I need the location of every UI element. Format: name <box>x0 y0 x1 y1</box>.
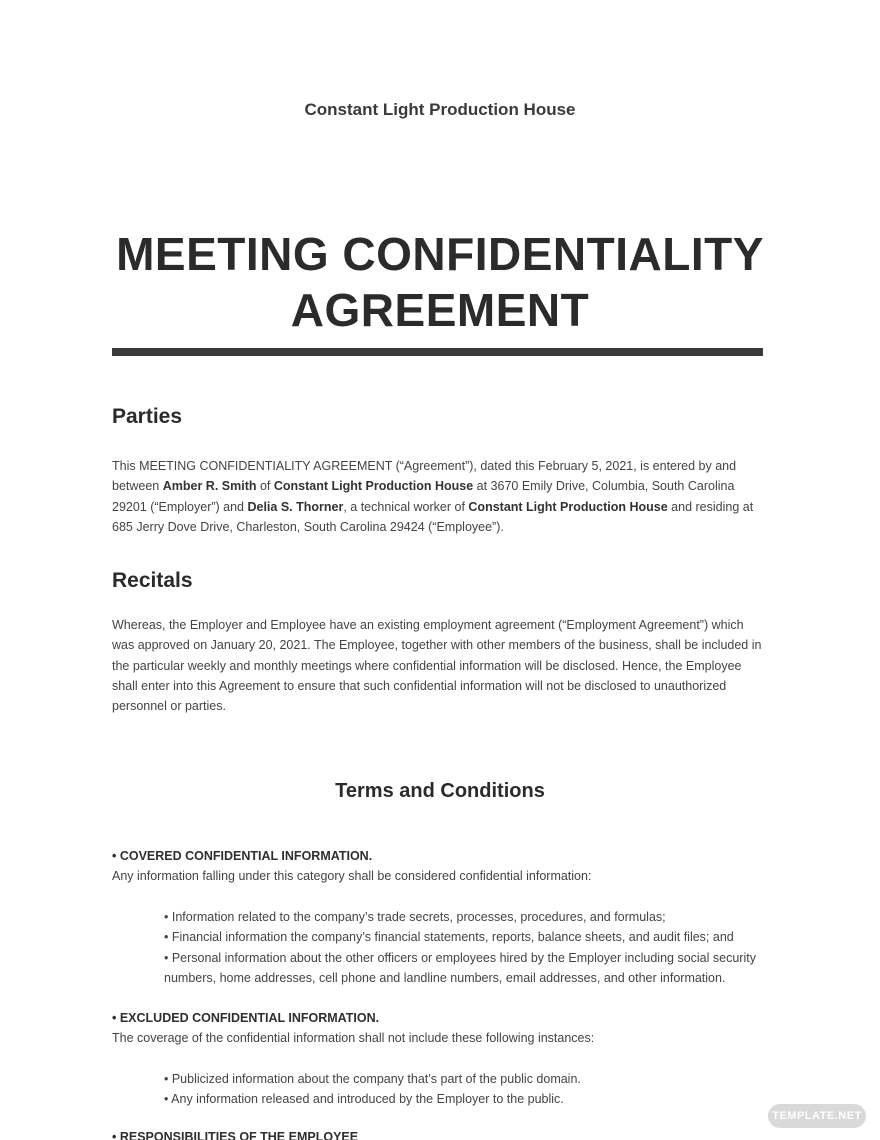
list-item: • Personal information about the other officers or employees hired by the Employer including social security numbers, home addresses, cell phone and landline numbers, email addresses, and other information. <box>164 950 756 985</box>
covered-section-heading: • COVERED CONFIDENTIAL INFORMATION. <box>112 849 373 863</box>
company-name-inline: Constant Light Production House <box>273 479 474 494</box>
excluded-section-heading: • EXCLUDED CONFIDENTIAL INFORMATION. <box>112 1011 380 1025</box>
excluded-section-intro: The coverage of the confidential information shall not include these following instances: <box>112 1031 595 1045</box>
parties-heading: Parties <box>112 405 183 428</box>
title-line-1: MEETING CONFIDENTIALITY <box>116 228 764 280</box>
employee-name: Delia S. Thorner <box>247 499 344 514</box>
employer-name: Amber R. Smith <box>162 479 257 494</box>
covered-section-intro: Any information falling under this category shall be considered confidential information: <box>112 869 592 883</box>
responsibilities-section-heading: • RESPONSIBILITIES OF THE EMPLOYEE <box>112 1130 359 1140</box>
list-item: • Information related to the company’s trade secrets, processes, procedures, and formulas; <box>164 910 666 924</box>
parties-paragraph: This MEETING CONFIDENTIALITY AGREEMENT (“Agreement”), dated this February 5, 2021, is entered by and between Amber R. Smith of Constant Light Production House at 3670 Emily Drive, Columbia, South Carolina 29201 (“Employer”) and Delia S. Thorner, a technical worker of Constant Light Production House and residing at 685 Jerry Dove Drive, Charleston, South Carolina 29424 (“Employee”). <box>112 459 754 534</box>
covered-list <box>164 907 794 988</box>
list-item: • Any information released and introduced by the Employer to the public. <box>164 1092 564 1107</box>
title-line-2: AGREEMENT <box>290 284 590 336</box>
company-name-inline-2: Constant Light Production House <box>468 499 668 514</box>
terms-heading: Terms and Conditions <box>335 780 545 802</box>
list-item: • Publicized information about the company that’s part of the public domain. <box>164 1072 581 1086</box>
excluded-list <box>164 1069 794 1110</box>
company-name: Constant Light Production House <box>304 100 576 119</box>
recitals-paragraph: Whereas, the Employer and Employee have an existing employment agreement (“Employment Agreement”) which was approved on January 20, 2021. The Employee, together with other members of the business, shall be included in the particular weekly and monthly meetings where confidential information will be disclosed. Hence, the Employee shall enter into this Agreement to ensure that such confidential information will not be disclosed to unauthorized personnel or parties. <box>112 618 762 714</box>
recitals-heading: Recitals <box>112 569 193 592</box>
template-watermark: TEMPLATE.NET <box>768 1104 866 1128</box>
list-item: • Financial information the company’s financial statements, reports, balance sheets, and audit files; and <box>164 930 734 945</box>
title-divider <box>112 348 763 356</box>
document-title <box>90 226 790 338</box>
